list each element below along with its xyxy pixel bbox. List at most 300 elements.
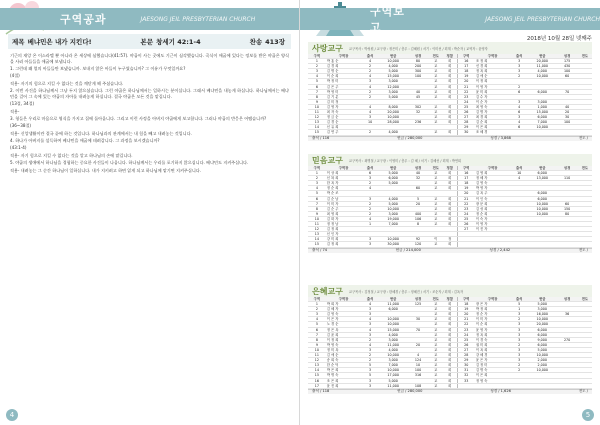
table-cell: 27 [457, 227, 475, 232]
table-cell: 이 인 숙 [475, 196, 511, 201]
table-cell: 30 [556, 115, 577, 120]
table-cell: 김 영 숙 [475, 181, 511, 186]
table-cell: 5,000 [528, 302, 556, 307]
table-cell: 4 [361, 317, 379, 322]
table-cell: 2 [308, 176, 326, 181]
table-cell: 16 [457, 59, 475, 64]
table-cell: 교 [429, 358, 443, 363]
table-cell: 10 [361, 120, 379, 125]
table-row [308, 130, 592, 135]
table-cell: 100 [407, 74, 428, 79]
table-cell [528, 242, 556, 247]
text-label: 본문 [140, 38, 154, 46]
table-cell: 6,000 [379, 307, 407, 312]
table-cell: 이 영 자 [475, 84, 511, 89]
table-cell: 교 [429, 332, 443, 337]
summary-bible: 성경 / 1,626 [490, 389, 511, 394]
table-cell: 6 [308, 84, 326, 89]
table-cell: 3 [510, 312, 528, 317]
table-cell: 최 경 희 [475, 115, 511, 120]
table-cell: 3 [361, 312, 379, 317]
attendance-table [308, 166, 592, 248]
table-cell: 박 영 숙 [326, 342, 362, 347]
table-cell: 박 정 희 [475, 307, 511, 312]
table-cell: 20 [407, 342, 428, 347]
column-header: 정찰 [443, 297, 457, 302]
table-cell: 10 [308, 347, 326, 352]
column-header: 구역장 [475, 166, 511, 171]
table-cell: 교 [429, 176, 443, 181]
table-cell: 김 명 순 [326, 69, 362, 74]
table-cell: 4 [308, 74, 326, 79]
table-cell: 106 [407, 216, 428, 221]
table-cell: 12 [308, 358, 326, 363]
table-cell: 정 미 옥 [326, 347, 362, 352]
sermon-hymn: 413장 [265, 38, 285, 46]
sermon-paragraph: (13절, 34절) [10, 101, 35, 107]
table-cell: 8 [308, 337, 326, 342]
column-header: 헌금 [379, 297, 407, 302]
table-cell: 회 [443, 353, 457, 358]
table-cell: 회 [443, 222, 457, 227]
table-cell: 12 [308, 227, 326, 232]
table-cell: 회 [443, 368, 457, 373]
sermon-paragraph: 기근의 재앙 온 이스라엘 뿐 아니라 온 세상에 심했습니다(41:57). 야곱이 사는 곳에도 기근이 심각했습니다. 곡식이 애굽에 있다는 정보를 받은 야곱은 양식을 사러 아들들을 애굽에 보냅니다. [10, 53, 289, 64]
table-cell: 13 [308, 232, 326, 237]
district-title: 믿음교구 [312, 155, 343, 165]
table-cell: 60 [407, 186, 428, 191]
table-cell: 8,000 [379, 104, 407, 109]
table-cell: 교 [429, 211, 443, 216]
table-cell: 9,000 [528, 337, 556, 342]
table-cell: 교 [429, 84, 443, 89]
table-cell: 10,000 [528, 125, 556, 130]
table-cell: 교 [429, 317, 443, 322]
column-header: 전도 [429, 166, 443, 171]
table-cell: 20 [457, 79, 475, 84]
column-header: 성경 [407, 297, 428, 302]
table-cell: 이 [429, 237, 443, 242]
table-cell [510, 130, 528, 135]
table-cell: 회 [443, 302, 457, 307]
table-cell: 124 [407, 358, 428, 363]
table-cell: 4 [510, 120, 528, 125]
table-cell: 4,000 [379, 64, 407, 69]
table-cell: 15,000 [528, 110, 556, 115]
attendance-table [308, 54, 592, 136]
table-cell: 6 [308, 327, 326, 332]
table-cell: 3,000 [528, 307, 556, 312]
table-cell: 40 [556, 104, 577, 109]
table-cell: 교 [429, 181, 443, 186]
table-cell: 14 [308, 368, 326, 373]
table-cell: 10,000 [379, 317, 407, 322]
table-cell: 회 [443, 110, 457, 115]
table-cell: 김 기 분 [326, 94, 362, 99]
table-cell: 회 [443, 120, 457, 125]
table-cell: 31 [457, 368, 475, 373]
table-cell: 10 [510, 171, 528, 176]
summary-bible: 성경 / 2,442 [489, 248, 511, 253]
column-header: 헌금 [528, 297, 556, 302]
table-cell: 10,000 [379, 59, 407, 64]
column-header: 구역 [308, 297, 326, 302]
table-cell: 김 순 남 [326, 196, 362, 201]
table-cell: 이 미 자 [475, 317, 511, 322]
table-cell: 4,000 [379, 332, 407, 337]
table-cell: 108 [407, 383, 428, 388]
table-cell: 2 [361, 201, 379, 206]
table-cell: 22 [457, 322, 475, 327]
table-cell: 강 혜 경 [475, 353, 511, 358]
table-cell: 3 [361, 347, 379, 352]
table-cell: 이 정 희 [475, 79, 511, 84]
table-cell: 3,000 [379, 79, 407, 84]
table-cell: 2 [361, 69, 379, 74]
table-cell: 11 [308, 222, 326, 227]
table-cell: 11,000 [528, 64, 556, 69]
table-cell: 25 [457, 337, 475, 342]
summary-money: 헌금 / 214,000 [395, 248, 421, 253]
table-cell: 3 [510, 115, 528, 120]
table-cell: 교 [429, 196, 443, 201]
table-cell: 10 [308, 216, 326, 221]
column-header: 성경 [556, 297, 577, 302]
table-cell: 5 [308, 79, 326, 84]
table-cell: 6,000 [528, 115, 556, 120]
table-cell: 회 [443, 317, 457, 322]
table-cell: 5 [308, 322, 326, 327]
table-cell: 3 [361, 332, 379, 337]
table-cell: 3 [510, 69, 528, 74]
district-summary-row [308, 248, 592, 254]
table-cell: 교 [429, 120, 443, 125]
column-header: 헌금 [379, 54, 407, 59]
table-cell: 19 [457, 74, 475, 79]
table-cell: 노 경 순 [326, 322, 362, 327]
table-cell: 윤 미 희 [475, 89, 511, 94]
table-cell: 김 정 희 [326, 227, 362, 232]
sermon-paragraph: 적용- 자기 힘으로 지킬 수 없다는 것을 알고 하나님의 손에 맡깁니다. [10, 152, 133, 158]
table-cell: 45 [407, 94, 428, 99]
table-cell: 이 은 자 [326, 317, 362, 322]
table-cell: 박 홍 순 [326, 59, 362, 64]
table-cell: 10,000 [528, 317, 556, 322]
table-cell: 박 영 미 [326, 89, 362, 94]
table-cell: 19 [457, 307, 475, 312]
table-cell: 21 [457, 84, 475, 89]
column-header: 출석 [361, 54, 379, 59]
column-header: 헌금 [528, 166, 556, 171]
table-cell: 2 [308, 307, 326, 312]
column-header: 구역장 [326, 54, 362, 59]
column-header: 성경 [407, 54, 428, 59]
table-cell: 회 [443, 327, 457, 332]
table-cell: 32 [407, 176, 428, 181]
table-cell: 17 [308, 383, 326, 388]
table-cell: 이 순 자 [475, 99, 511, 104]
table-cell: 1 [510, 307, 528, 312]
table-cell: 3 [361, 237, 379, 242]
table-cell: 8 [308, 94, 326, 99]
column-header: 전도 [429, 54, 443, 59]
table-cell: 2 [361, 211, 379, 216]
table-cell: 교 [429, 115, 443, 120]
table-cell: 60 [556, 74, 577, 79]
table-cell: 회 [443, 196, 457, 201]
table-cell: 회 [443, 181, 457, 186]
table-cell: 박 명 숙 [326, 373, 362, 378]
table-cell: 회 [443, 176, 457, 181]
table-cell: 2 [361, 358, 379, 363]
table-cell: 김 미 정 [326, 99, 362, 104]
sermon-paragraph: (36~38절) [10, 123, 31, 129]
table-cell: 125 [407, 302, 428, 307]
table-cell: 박 순 조 [326, 191, 362, 196]
table-cell: 4 [361, 84, 379, 89]
column-header: 출석 [361, 166, 379, 171]
table-cell: 3 [510, 347, 528, 352]
table-cell: 김 정 미 [475, 363, 511, 368]
district-summary-row [308, 136, 592, 142]
column-header: 헌금 [528, 54, 556, 59]
table-cell: 7,000 [379, 222, 407, 227]
column-header: 출석 [510, 54, 528, 59]
table-cell: 20 [407, 201, 428, 206]
table-cell: 7 [308, 89, 326, 94]
summary-ev: 전도 / [578, 389, 588, 394]
table-cell: 2 [510, 363, 528, 368]
table-cell: 조 정 희 [475, 59, 511, 64]
table-cell: 교 [429, 327, 443, 332]
table-cell: 3 [361, 322, 379, 327]
table-cell: 교 [429, 59, 443, 64]
column-header: 구역장 [475, 54, 511, 59]
table-cell: 15 [308, 373, 326, 378]
column-header: 출석 [361, 297, 379, 302]
table-cell: 6,000 [528, 342, 556, 347]
table-cell: 김 화 자 [326, 216, 362, 221]
district-section [308, 285, 592, 394]
column-header: 성경 [556, 54, 577, 59]
table-cell: 30 [457, 363, 475, 368]
table-cell: 교 [429, 94, 443, 99]
table-cell: 25 [457, 104, 475, 109]
table-cell: 회 [443, 342, 457, 347]
table-cell: 3 [361, 307, 379, 312]
table-cell [457, 242, 475, 247]
table-cell: 교 [429, 201, 443, 206]
table-cell: 2 [361, 130, 379, 135]
table-cell: 조 혜 경 [475, 130, 511, 135]
table-cell: 3,000 [379, 337, 407, 342]
table-cell [578, 242, 592, 247]
table-cell: 3 [510, 99, 528, 104]
table-cell: 김 애 순 [475, 74, 511, 79]
table-cell: 김 영 희 [475, 171, 511, 176]
table-cell: 3 [361, 368, 379, 373]
district-section [308, 154, 592, 253]
table-cell: 2 [361, 94, 379, 99]
table-cell: 10,000 [528, 206, 556, 211]
table-cell: 30 [407, 317, 428, 322]
table-cell: 4 [361, 327, 379, 332]
right-header-english: JAESONG JEIL PRESBYTERIAN CHURCH [485, 15, 600, 23]
table-cell: 4 [407, 353, 428, 358]
table-cell: 23 [457, 206, 475, 211]
table-cell: 1 [361, 222, 379, 227]
attendance-table [308, 297, 592, 389]
right-page-number: 5 [582, 409, 594, 421]
column-header: 정찰 [443, 54, 457, 59]
table-cell: 김 윤 희 [326, 332, 362, 337]
table-cell: 교 [429, 104, 443, 109]
column-header: 구역장 [475, 297, 511, 302]
sermon-paragraph: 적용- 자기의 힘으로 지킬 수 없다는 것을 깨닫게 해 주셨습니다. [10, 80, 124, 86]
table-cell: 5 [510, 302, 528, 307]
table-cell: 32 [407, 110, 428, 115]
hymn-label: 찬송 [249, 38, 263, 46]
table-cell: 회 [443, 115, 457, 120]
left-page-number: 4 [6, 409, 18, 421]
table-cell: 2 [308, 64, 326, 69]
table-cell: 정 순 희 [475, 211, 511, 216]
table-cell: 5,000 [379, 69, 407, 74]
table-cell: 이 은 희 [475, 125, 511, 130]
table-cell: 5 [407, 196, 428, 201]
column-header: 구역장 [326, 297, 362, 302]
table-cell: 2,000 [528, 358, 556, 363]
table-cell: 회 [443, 307, 457, 312]
table-cell: 신 유 희 [326, 125, 362, 130]
summary-att: 출석 / 116 [312, 136, 330, 141]
table-cell: 회 [443, 59, 457, 64]
table-cell: 17 [457, 64, 475, 69]
table-cell: 11 [308, 353, 326, 358]
table-cell [556, 130, 577, 135]
sermon-paragraph: 적용- [10, 108, 20, 114]
table-cell: 회 [443, 84, 457, 89]
table-cell [578, 383, 592, 388]
table-cell: 정 순 희 [326, 186, 362, 191]
table-cell: 이 경 숙 [475, 337, 511, 342]
table-cell: 100 [556, 120, 577, 125]
table-cell [510, 242, 528, 247]
table-cell: 2,000 [528, 363, 556, 368]
table-cell: 3 [510, 59, 528, 64]
table-cell [475, 242, 511, 247]
table-cell: 6 [510, 89, 528, 94]
table-cell: 6,000 [528, 196, 556, 201]
table-cell: 3,000 [528, 99, 556, 104]
table-cell: 3 [510, 322, 528, 327]
table-cell: 22 [457, 201, 475, 206]
table-cell: 3 [361, 242, 379, 247]
table-cell [556, 242, 577, 247]
table-cell: 회 [443, 378, 457, 383]
table-cell: 이 상 희 [326, 171, 362, 176]
table-cell: 13,000 [528, 176, 556, 181]
table-cell: 회 [443, 94, 457, 99]
column-header: 전도 [578, 297, 592, 302]
column-header: 출석 [510, 166, 528, 171]
sermon-paragraph: (43:1-4) [10, 145, 27, 151]
table-cell: 회 [443, 347, 457, 352]
table-cell: 92 [407, 237, 428, 242]
table-cell: 교 [429, 368, 443, 373]
table-cell [528, 130, 556, 135]
table-cell: 20,000 [528, 322, 556, 327]
table-cell: 20,000 [379, 110, 407, 115]
table-cell: 6,000 [528, 191, 556, 196]
table-cell: 회 [443, 130, 457, 135]
table-cell: 12,000 [379, 84, 407, 89]
table-cell: 7,000 [528, 120, 556, 125]
table-cell: 10,000 [379, 322, 407, 327]
table-cell: 300 [407, 69, 428, 74]
column-header: 구역 [308, 166, 326, 171]
table-cell: 17,000 [379, 373, 407, 378]
table-cell: 21 [457, 317, 475, 322]
table-cell: 교 [429, 373, 443, 378]
table-cell: 교 [429, 378, 443, 383]
table-cell: 175 [556, 59, 577, 64]
table-cell: 정 옥 희 [475, 332, 511, 337]
table-cell: 10,000 [528, 74, 556, 79]
table-cell: 회 [443, 312, 457, 317]
table-cell: 교 [429, 186, 443, 191]
table-cell: 3 [510, 64, 528, 69]
table-cell: 윤 영 자 [475, 327, 511, 332]
table-cell: 10,000 [528, 201, 556, 206]
table-cell: 2 [361, 181, 379, 186]
table-cell: 교 [429, 363, 443, 368]
sermon-info-bar [8, 34, 291, 49]
table-cell: 2 [510, 368, 528, 373]
table-cell: 6 [510, 125, 528, 130]
table-cell: 최 영 희 [326, 211, 362, 216]
summary-ev: 전도 / [578, 248, 588, 253]
sermon-paragraph: 4. 하나가 아버지를 설득하여 베냐민을 애굽에 데려갑니다. 그 과정을 보시겠습니까? [10, 138, 160, 144]
sermon-paragraph: (4절) [10, 73, 20, 79]
table-cell: 316 [407, 373, 428, 378]
table-cell [407, 130, 428, 135]
table-cell: 김 영 숙 [326, 312, 362, 317]
table-cell: 조 은 희 [326, 378, 362, 383]
table-cell: 3 [361, 196, 379, 201]
district-leaders: 교구목사 : 김정철 / 교구장 : 한혜경 / 총무 : 정혜진 / 서기 : 조순자 / 회계 : 김옥자 [348, 289, 464, 294]
right-page [300, 0, 600, 425]
sermon-paragraph: 2. 이번 사건을 하나님께서 그냥 두지 않으셨습니다. 그런 야곱은 하나님께서는 일하시는 분이십니다. 그래서 베냐민을 내놓게 하십니다. 하나님께서는 베냐민을 걸어 그 속에 있는 야곱의 자아를 내려놓게 하십니다. 결국 야곱은 모든 것을 맡깁니다. [10, 88, 289, 99]
table-cell: 5 [361, 363, 379, 368]
table-cell: 22 [457, 89, 475, 94]
table-cell: 정 옥 희 [475, 69, 511, 74]
table-cell: 28 [457, 120, 475, 125]
column-header: 전도 [578, 54, 592, 59]
table-cell: 5,000 [528, 347, 556, 352]
table-cell: 16 [308, 378, 326, 383]
table-cell: 100 [556, 69, 577, 74]
table-cell: 최 자 숙 [326, 110, 362, 115]
table-cell: 4,000 [528, 69, 556, 74]
table-cell: 4 [361, 59, 379, 64]
table-cell: 김 혜 자 [326, 307, 362, 312]
table-cell: 6,000 [528, 171, 556, 176]
table-cell: 20 [556, 110, 577, 115]
left-header-english: JAESONG JEIL PRESBYTERIAN CHURCH [140, 15, 256, 23]
table-cell: 26 [457, 110, 475, 115]
table-cell: 14 [308, 237, 326, 242]
